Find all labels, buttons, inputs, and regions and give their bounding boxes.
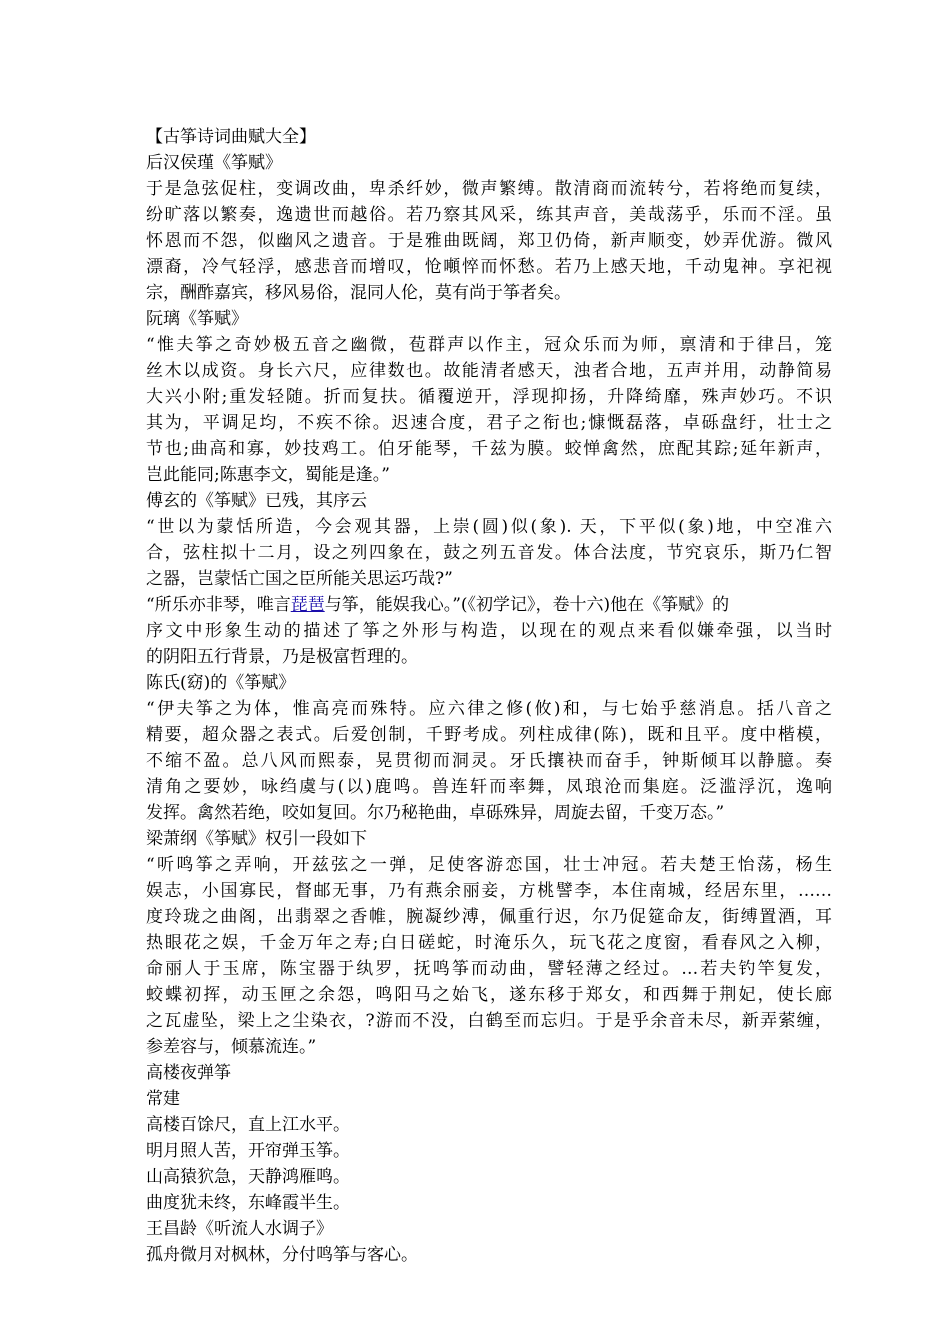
poem-line: 明月照人苦，开帘弹玉筝。 <box>146 1141 350 1161</box>
body-line: 之瓦虚坠，梁上之尘染衣，?游而不没，白鹤至而忘归。于是乎余音未尽，新弄萦缠， <box>146 1011 832 1031</box>
section-heading: 阮璃《筝赋》 <box>146 309 248 329</box>
body-line: “伊夫筝之为体，惟高亮而殊特。应六律之修(攸)和，与七始乎慈消息。括八音之 <box>146 699 832 719</box>
poem-line: 高楼百馀尺，直上江水平。 <box>146 1115 350 1135</box>
body-line: 不缩不盈。总八风而熙泰，晃贯彻而洞灵。牙氏攘袂而奋手，钟斯倾耳以静臆。奏 <box>146 751 832 771</box>
body-line: 的阴阳五行背景，乃是极富哲理的。 <box>146 647 418 667</box>
body-line: 之器，岂蒙恬亡国之臣所能关思运巧哉?” <box>146 569 453 589</box>
poem-line: 曲度犹未终，东峰霞半生。 <box>146 1193 350 1213</box>
body-line: 娱志，小国寡民，督邮无事，乃有燕余丽妾，方桃譬李，本住南城，经居东里，…… <box>146 881 832 901</box>
section-heading: 傅玄的《筝赋》已残，其序云 <box>146 491 367 511</box>
body-line-with-link <box>146 592 832 618</box>
body-line: 热眼花之娱，千金万年之寿;白日磋蛇，时淹乐久，玩飞花之度窗，看春风之入柳， <box>146 933 832 953</box>
body-line: 其为，平调足均，不疾不徐。迟速合度，君子之衔也;慷慨磊落，卓砾盘纡，壮士之 <box>146 413 832 433</box>
document-page <box>146 124 832 1268</box>
body-line: 精要，超众器之表式。后爱创制，千野考成。列柱成律(陈)，既和且平。度中楷模， <box>146 725 832 745</box>
body-line: “世以为蒙恬所造，今会观其器，上崇(圆)似(象). 天，下平似(象)地，中空准六 <box>146 517 832 537</box>
section-heading: 陈氏(窈)的《筝赋》 <box>146 673 296 693</box>
poem-title: 高楼夜弹筝 <box>146 1063 231 1083</box>
body-line: 合，弦柱拟十二月，设之列四象在，鼓之列五音发。体合法度，节究哀乐，斯乃仁智 <box>146 543 832 563</box>
body-line: 清角之要妙，咏绉虞与(以)鹿鸣。兽连轩而率舞，凤琅沧而集庭。泛滥浮沉，逸响 <box>146 777 832 797</box>
poem-line: 山高猿狖急，天静鸿雁鸣。 <box>146 1167 350 1187</box>
body-line: 于是急弦促柱，变调改曲，卑杀纤妙，微声繁缚。散清商而流转兮，若将绝而复续， <box>146 179 832 199</box>
quote-text: “所乐亦非琴，唯言 <box>146 595 291 615</box>
document-title: 【古筝诗词曲赋大全】 <box>146 127 316 147</box>
body-line: 命丽人于玉席，陈宝器于纨罗，抚鸣筝而动曲，譬轻薄之经过。…若夫钓竿复发， <box>146 959 832 979</box>
quote-text: 与筝，能娱我心。”(《初学记》，卷十六)他在《筝赋》的 <box>324 595 730 615</box>
body-line: 怀恩而不怨，似幽风之遗音。于是雅曲既阔，郑卫仍倚，新声顺变，妙弄优游。微风 <box>146 231 832 251</box>
body-line: 参差容与，倾慕流连。” <box>146 1037 317 1057</box>
body-line: 大兴小附;重发轻随。折而复扶。循覆逆开，浮现抑扬，升降绮靡，殊声妙巧。不识 <box>146 387 832 407</box>
section-heading: 后汉侯瑾《筝赋》 <box>146 153 282 173</box>
body-line: 纷旷落以繁奏，逸遗世而越俗。若乃察其风采，练其声音，美哉荡乎，乐而不淫。虽 <box>146 205 832 225</box>
body-line: 序文中形象生动的描述了筝之外形与构造，以现在的观点来看似嫌牵强，以当时 <box>146 621 832 641</box>
body-line: “惟夫筝之奇妙极五音之幽微，苞群声以作主，冠众乐而为师，禀清和于律吕，笼 <box>146 335 832 355</box>
body-line: 丝木以成资。身长六尺，应律数也。故能清者感天，浊者合地，五声并用，动静简易 <box>146 361 832 381</box>
body-line: 漂裔，冷气轻浮，感悲音而增叹，怆噸悴而怀愁。若乃上感天地，千动鬼神。享祀视 <box>146 257 832 277</box>
poem-line: 孤舟微月对枫林，分付鸣筝与客心。 <box>146 1245 418 1265</box>
section-heading: 王昌龄《听流人水调子》 <box>146 1219 333 1239</box>
body-line: 岂此能同;陈惠李文，蜀能是逢。” <box>146 465 390 485</box>
poem-author: 常建 <box>146 1089 180 1109</box>
body-line: 发挥。禽然若绝，咬如复回。尔乃秘艳曲，卓砾殊异，周旋去留，千变万态。” <box>146 803 725 823</box>
body-line: 节也;曲高和寡，妙技鸡工。伯牙能琴，千兹为膜。蛟惮禽然，庶配其踪;延年新声， <box>146 439 832 459</box>
body-line: 宗，酬酢嘉宾，移风易俗，混同人伦，莫有尚于筝者矣。 <box>146 283 571 303</box>
section-heading: 梁萧纲《筝赋》权引一段如下 <box>146 829 367 849</box>
pipa-link[interactable]: 琵琶 <box>290 595 325 615</box>
body-line: “听鸣筝之弄响，开兹弦之一弹，足使客游恋国，壮士冲冠。若夫楚王怡荡，杨生 <box>146 855 832 875</box>
body-line: 蛟蝶初挥，动玉匣之余怨，鸣阳马之始飞，遂东移于郑女，和西舞于荆妃，使长廊 <box>146 985 832 1005</box>
body-line: 度玲珑之曲阁，出翡翠之香帷，腕凝纱溥，佩重行迟，尔乃促筵命友，街缚置酒，耳 <box>146 907 832 927</box>
